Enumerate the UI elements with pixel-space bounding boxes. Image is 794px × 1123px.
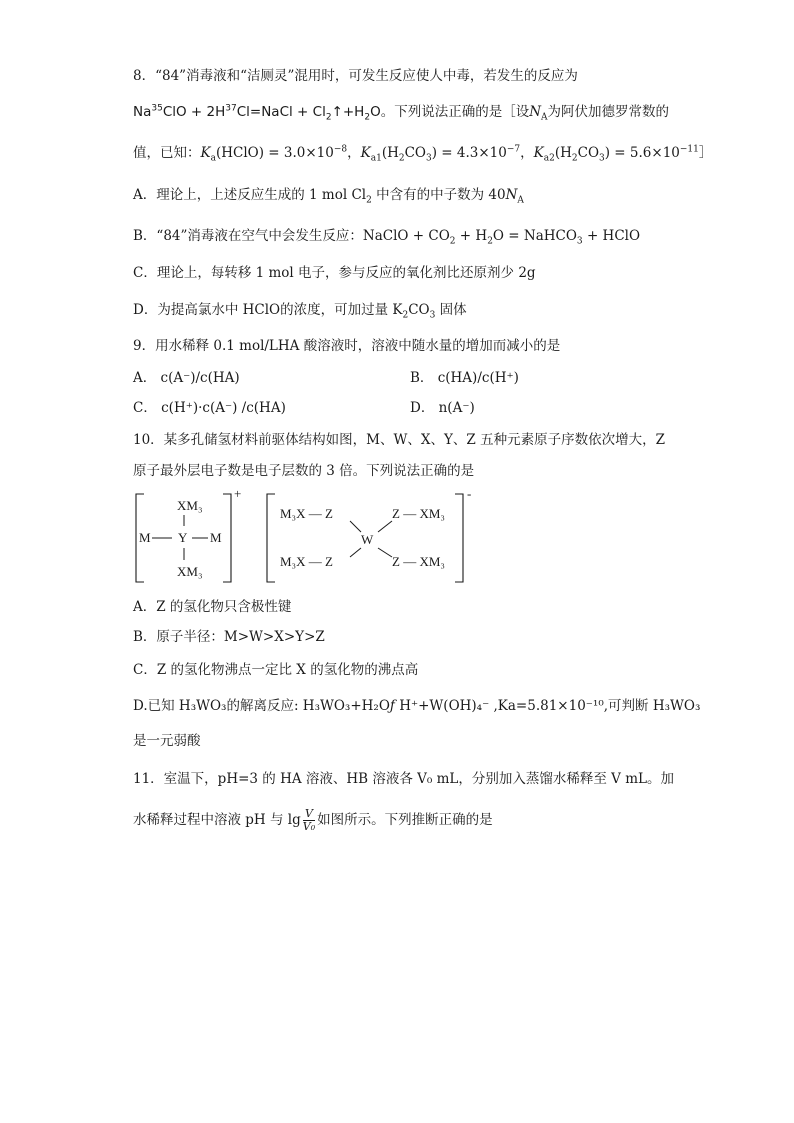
q9-option-b: B． c(HA)/c(H⁺): [410, 370, 519, 386]
q8-option-c: C．理论上，每转移 1 mol 电子，参与反应的氧化剂比还原剂少 2g: [133, 265, 536, 281]
q8-stem-line1: 8．“84”消毒液和“洁厕灵”混用时，可发生反应使人中毒，若发生的反应为: [133, 68, 578, 84]
cation-center-atom: Y: [178, 530, 188, 545]
cation-right-atom: M: [210, 530, 222, 545]
anion-top-right: Z — XM₃: [392, 506, 445, 521]
cation-bottom-group: XM₃: [177, 564, 203, 579]
q9-option-a: A． c(A⁻)/c(HA): [133, 370, 240, 386]
anion-bond-bl: [350, 548, 361, 557]
q8-known-constants: 值，已知：$K_a(HClO) = 3.0\times 10^{-8}$，$K_{a1}(H_2CO_3) = 4.3\times 10^{-7}$，$K_{a2}(H_2CO_3)$ = $5.6\times 10^{-11}]$: [133, 144, 713, 164]
q9-option-d: D． n(A⁻): [410, 400, 475, 416]
q9-stem: 9．用水稀释 0.1 mol/LHA 酸溶液时，溶液中随水量的增加而减小的是: [133, 338, 561, 354]
q8-option-a: A．理论上，上述反应生成的 1 mol $Cl_2$ 中含有的中子数为 $40N_A$: [133, 187, 524, 206]
q11-fraction: $\frac{V}{\text{V₀}}$: [302, 807, 316, 833]
anion-top-left: M₃X — Z: [280, 506, 333, 521]
q10-option-a: A．Z 的氢化物只含极性键: [133, 599, 292, 615]
q9-option-c: C． c(H⁺)·c(A⁻) /c(HA): [133, 400, 286, 416]
q10-structure-diagram: [130, 488, 490, 588]
q10-option-b: B．原子半径：M>W>X>Y>Z: [133, 629, 325, 645]
anion-bottom-left: M₃X — Z: [280, 554, 333, 569]
q8-reaction-line: $Na^{35}ClO$ + $2H^{37}Cl=NaCl$ + $Cl_2↑+H_2O$。下列说法正确的是［设$N_A$为阿伏加德罗常数的: [133, 103, 670, 123]
anion-bond-br: [378, 548, 392, 557]
anion-charge: -: [467, 488, 472, 501]
q10-option-c: C．Z 的氢化物沸点一定比 X 的氢化物的沸点高: [133, 662, 419, 678]
q10-stem-line1: 10．某多孔储氢材料前驱体结构如图，M、W、X、Y、Z 五种元素原子序数依次增大，Z: [133, 432, 665, 448]
q8-equation: $Na^{35}ClO$ + $2H^{37}Cl=NaCl$ + $Cl_2↑+H_2O$: [133, 103, 381, 123]
q10-option-d-line2: 是一元弱酸: [133, 733, 201, 749]
anion-bond-tr: [378, 521, 392, 532]
q10-option-d-line1: D.已知 H₃WO₃的解离反应: H₃WO₃+H₂Oƒ H⁺+W(OH)₄⁻ ,Ka=5.81×10⁻¹⁰,可判断 H₃WO₃: [133, 698, 701, 714]
anion-center-atom: W: [361, 532, 374, 547]
q11-stem-line2: 水稀释过程中溶液 pH 与 lg $\frac{V}{\text{V₀}}$ 如图所示。下列推断正确的是: [133, 807, 493, 833]
cation-top-group: XM₃: [177, 498, 203, 513]
q8-option-d: D．为提高氯水中 HClO的浓度，可加过量 $K_2CO_3$ 固体: [133, 302, 467, 321]
equilibrium-arrow-glyph: ƒ: [389, 698, 395, 714]
cation-charge: +: [234, 488, 242, 501]
q8-option-b: B．“84”消毒液在空气中会发生反应：NaClO + $CO_2 + H_2O$ = NaHCO$_3$ + HClO: [133, 228, 641, 247]
q10-stem-line2: 原子最外层电子数是电子层数的 3 倍。下列说法正确的是: [133, 463, 475, 479]
anion-bottom-right: Z — XM₃: [392, 554, 445, 569]
anion-bond-tl: [350, 521, 361, 532]
q11-stem-line1: 11．室温下，pH=3 的 HA 溶液、HB 溶液各 V₀ mL，分别加入蒸馏水稀释至 V mL。加: [133, 771, 674, 787]
cation-left-atom: M: [139, 530, 151, 545]
